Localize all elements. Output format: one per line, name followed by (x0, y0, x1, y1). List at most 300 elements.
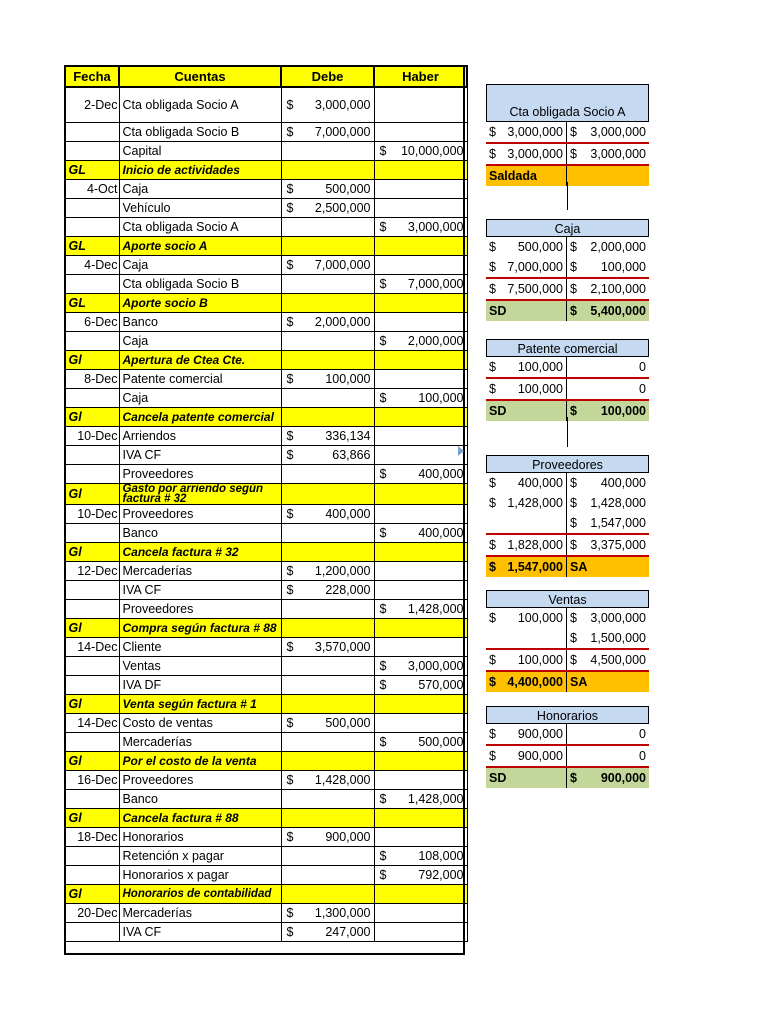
credit-amount: 0 (639, 727, 646, 741)
credit-amount: 2,100,000 (590, 282, 646, 296)
currency-symbol: $ (570, 125, 577, 139)
row-date (65, 790, 119, 809)
row-date (65, 524, 119, 543)
gl-description: Aporte socio B (119, 294, 281, 313)
debit-cell-value: 3,000,000 (314, 98, 371, 112)
row-date (65, 657, 119, 676)
journal-gl-row (65, 484, 467, 505)
credit-cell-value: 1,428,000 (407, 792, 464, 806)
t-right-cell (567, 557, 649, 577)
row-date: 10-Dec (65, 505, 119, 524)
debit-cell (281, 771, 374, 790)
row-date (65, 389, 119, 408)
row-account: Banco (119, 313, 281, 332)
journal-row (65, 87, 467, 123)
journal-row (65, 562, 467, 581)
currency-symbol: $ (379, 467, 387, 481)
debit-cell (281, 180, 374, 199)
credit-amount: 1,547,000 (590, 516, 646, 530)
currency-symbol: $ (570, 611, 577, 625)
currency-symbol: $ (286, 507, 294, 521)
row-account: IVA CF (119, 581, 281, 600)
row-account: Honorarios x pagar (119, 866, 281, 885)
gl-tag: Gl (65, 484, 119, 505)
journal-row (65, 370, 467, 389)
row-account: Caja (119, 389, 281, 408)
credit-cell (374, 581, 467, 600)
t-account-row (486, 379, 649, 401)
t-account-title: Proveedores (486, 455, 649, 473)
debit-cell (281, 790, 374, 809)
row-date (65, 332, 119, 351)
debit-amount: 1,428,000 (507, 496, 563, 510)
credit-cell (374, 562, 467, 581)
row-account: Proveedores (119, 771, 281, 790)
t-account-row (486, 473, 649, 493)
debit-cell (281, 923, 374, 942)
debit-cell-value: 900,000 (325, 830, 371, 844)
t-left-cell (486, 672, 567, 692)
debit-cell (281, 313, 374, 332)
credit-cell-value: 108,000 (418, 849, 464, 863)
currency-symbol: $ (570, 304, 577, 318)
balance-label: SD (489, 404, 507, 418)
journal-row (65, 256, 467, 275)
row-date: 4-Oct (65, 180, 119, 199)
credit-cell (374, 714, 467, 733)
currency-symbol: $ (570, 476, 577, 490)
credit-cell-value: 100,000 (418, 391, 464, 405)
currency-symbol: $ (570, 260, 577, 274)
row-date (65, 581, 119, 600)
debit-cell (281, 370, 374, 389)
credit-cell (374, 123, 467, 142)
t-account-row (486, 672, 649, 692)
credit-cell (374, 180, 467, 199)
credit-cell-value: 792,000 (418, 868, 464, 882)
debit-cell-value: 500,000 (325, 716, 371, 730)
t-left-cell (486, 237, 567, 257)
row-date: 8-Dec (65, 370, 119, 389)
debit-amount: 400,000 (517, 476, 563, 490)
header-haber: Haber (374, 66, 467, 87)
t-right-cell (567, 473, 649, 493)
currency-symbol: $ (489, 538, 496, 552)
currency-symbol: $ (286, 372, 294, 386)
credit-cell (374, 427, 467, 446)
credit-cell (374, 828, 467, 847)
row-account: Cliente (119, 638, 281, 657)
t-right-cell (567, 379, 649, 399)
debit-cell-value: 1,200,000 (314, 564, 371, 578)
currency-symbol: $ (570, 404, 577, 418)
debit-amount: 1,547,000 (507, 560, 563, 574)
credit-cell (374, 370, 467, 389)
credit-cell (374, 600, 467, 619)
t-left-cell (486, 513, 567, 533)
credit-cell (374, 87, 467, 123)
journal-row (65, 828, 467, 847)
currency-symbol: $ (570, 240, 577, 254)
currency-symbol: $ (379, 602, 387, 616)
currency-symbol: $ (570, 147, 577, 161)
currency-symbol: $ (286, 906, 294, 920)
currency-symbol: $ (379, 659, 387, 673)
credit-amount: 0 (639, 360, 646, 374)
credit-cell (374, 866, 467, 885)
debit-cell (281, 828, 374, 847)
t-right-cell (567, 513, 649, 533)
debit-cell (281, 676, 374, 695)
t-account-title: Caja (486, 219, 649, 237)
debit-cell (281, 218, 374, 237)
journal-row (65, 180, 467, 199)
t-account-divider (567, 182, 568, 210)
currency-symbol: $ (379, 792, 387, 806)
row-account: Proveedores (119, 465, 281, 484)
journal-body (65, 87, 467, 942)
t-account-title: Honorarios (486, 706, 649, 724)
credit-amount: 100,000 (600, 260, 646, 274)
t-right-cell (567, 257, 649, 277)
journal-gl-row (65, 161, 467, 180)
debit-amount: 100,000 (517, 653, 563, 667)
t-right-cell (567, 672, 649, 692)
credit-cell (374, 790, 467, 809)
row-account: IVA DF (119, 676, 281, 695)
credit-cell (374, 847, 467, 866)
currency-symbol: $ (489, 360, 496, 374)
row-account: Patente comercial (119, 370, 281, 389)
journal-row (65, 847, 467, 866)
t-account-row (486, 557, 649, 577)
debit-amount: 100,000 (517, 611, 563, 625)
row-date (65, 142, 119, 161)
balance-label: SA (570, 675, 588, 689)
currency-symbol: $ (379, 849, 387, 863)
credit-cell (374, 218, 467, 237)
t-account-row (486, 357, 649, 379)
debit-amount: 3,000,000 (507, 125, 563, 139)
credit-cell (374, 676, 467, 695)
journal-row (65, 923, 467, 942)
header-debe: Debe (281, 66, 374, 87)
currency-symbol: $ (286, 564, 294, 578)
row-date (65, 446, 119, 465)
debit-cell (281, 562, 374, 581)
t-left-cell (486, 379, 567, 399)
currency-symbol: $ (489, 260, 496, 274)
currency-symbol: $ (286, 182, 294, 196)
t-right-cell (567, 401, 649, 421)
t-left-cell (486, 628, 567, 648)
debit-cell (281, 465, 374, 484)
currency-symbol: $ (286, 583, 294, 597)
journal-gl-row (65, 351, 467, 370)
row-date: 14-Dec (65, 714, 119, 733)
currency-symbol: $ (489, 125, 496, 139)
currency-symbol: $ (286, 429, 294, 443)
currency-symbol: $ (286, 830, 294, 844)
t-right-cell (567, 166, 649, 186)
debit-amount: 100,000 (517, 360, 563, 374)
row-account: Costo de ventas (119, 714, 281, 733)
t-left-cell (486, 401, 567, 421)
currency-symbol: $ (489, 560, 496, 574)
t-right-cell (567, 237, 649, 257)
t-account-row (486, 122, 649, 144)
gl-tag: Gl (65, 408, 119, 427)
row-account: Arriendos (119, 427, 281, 446)
credit-amount: 3,000,000 (590, 147, 646, 161)
t-right-cell (567, 122, 649, 142)
journal-row (65, 790, 467, 809)
credit-cell (374, 199, 467, 218)
credit-amount: 0 (639, 749, 646, 763)
debit-amount: 4,400,000 (507, 675, 563, 689)
debit-amount: 500,000 (517, 240, 563, 254)
currency-symbol: $ (379, 735, 387, 749)
credit-cell (374, 142, 467, 161)
debit-amount: 100,000 (517, 382, 563, 396)
row-date (65, 199, 119, 218)
currency-symbol: $ (286, 448, 294, 462)
currency-symbol: $ (286, 716, 294, 730)
row-date (65, 465, 119, 484)
currency-symbol: $ (286, 125, 294, 139)
row-date: 10-Dec (65, 427, 119, 446)
credit-cell (374, 313, 467, 332)
gl-description: Por el costo de la venta (119, 752, 281, 771)
t-account (486, 219, 649, 321)
credit-amount: 3,375,000 (590, 538, 646, 552)
debit-cell (281, 524, 374, 543)
t-left-cell (486, 279, 567, 299)
row-date (65, 676, 119, 695)
credit-amount: 400,000 (600, 476, 646, 490)
t-left-cell (486, 724, 567, 744)
row-date: 16-Dec (65, 771, 119, 790)
credit-cell (374, 524, 467, 543)
currency-symbol: $ (286, 315, 294, 329)
debit-cell (281, 505, 374, 524)
journal-row (65, 199, 467, 218)
debit-cell (281, 87, 374, 123)
debit-cell (281, 733, 374, 752)
t-right-cell (567, 628, 649, 648)
debit-cell-value: 336,134 (325, 429, 371, 443)
currency-symbol: $ (570, 516, 577, 530)
credit-cell-value: 10,000,000 (400, 144, 464, 158)
debit-amount: 3,000,000 (507, 147, 563, 161)
journal-row (65, 657, 467, 676)
journal-row (65, 142, 467, 161)
currency-symbol: $ (379, 220, 387, 234)
journal-gl-row (65, 294, 467, 313)
gl-description: Aporte socio A (119, 237, 281, 256)
row-account: IVA CF (119, 923, 281, 942)
row-date: 6-Dec (65, 313, 119, 332)
balance-label: SA (570, 560, 588, 574)
t-account-row (486, 650, 649, 672)
t-account-row (486, 279, 649, 301)
t-account-row (486, 493, 649, 513)
debit-cell-value: 1,300,000 (314, 906, 371, 920)
credit-cell (374, 733, 467, 752)
journal-row (65, 275, 467, 294)
gl-tag: GL (65, 161, 119, 180)
currency-symbol: $ (489, 147, 496, 161)
journal-gl-row (65, 408, 467, 427)
credit-amount: 5,400,000 (590, 304, 646, 318)
currency-symbol: $ (570, 496, 577, 510)
t-left-cell (486, 257, 567, 277)
credit-amount: 2,000,000 (590, 240, 646, 254)
credit-cell-value: 1,428,000 (407, 602, 464, 616)
row-date: 18-Dec (65, 828, 119, 847)
debit-amount: 900,000 (517, 727, 563, 741)
debit-cell (281, 904, 374, 923)
t-left-cell (486, 122, 567, 142)
t-right-cell (567, 279, 649, 299)
debit-cell-value: 100,000 (325, 372, 371, 386)
row-account: Caja (119, 256, 281, 275)
row-account: Vehículo (119, 199, 281, 218)
debit-cell-value: 500,000 (325, 182, 371, 196)
balance-label: SD (489, 771, 507, 785)
debit-cell (281, 581, 374, 600)
credit-cell (374, 256, 467, 275)
gl-tag: Gl (65, 543, 119, 562)
t-left-cell (486, 608, 567, 628)
journal-gl-row (65, 543, 467, 562)
currency-symbol: $ (570, 538, 577, 552)
t-account-row (486, 768, 649, 788)
debit-cell-value: 7,000,000 (314, 258, 371, 272)
credit-cell (374, 275, 467, 294)
currency-symbol: $ (489, 749, 496, 763)
row-account: Cta obligada Socio A (119, 87, 281, 123)
credit-cell (374, 904, 467, 923)
row-date (65, 923, 119, 942)
debit-amount: 900,000 (517, 749, 563, 763)
debit-cell-value: 400,000 (325, 507, 371, 521)
row-date: 14-Dec (65, 638, 119, 657)
gl-description: Inicio de actividades (119, 161, 281, 180)
journal-row (65, 581, 467, 600)
journal-row (65, 446, 467, 465)
currency-symbol: $ (570, 771, 577, 785)
t-left-cell (486, 768, 567, 788)
journal-gl-row (65, 752, 467, 771)
currency-symbol: $ (379, 277, 387, 291)
journal-gl-row (65, 809, 467, 828)
debit-cell (281, 866, 374, 885)
gl-description: Compra según factura # 88 (119, 619, 281, 638)
t-account (486, 339, 649, 421)
row-date: 4-Dec (65, 256, 119, 275)
credit-cell-value: 3,000,000 (407, 220, 464, 234)
currency-symbol: $ (489, 653, 496, 667)
currency-symbol: $ (570, 282, 577, 296)
gl-tag: Gl (65, 351, 119, 370)
t-right-cell (567, 724, 649, 744)
credit-cell-value: 7,000,000 (407, 277, 464, 291)
debit-amount: 7,000,000 (507, 260, 563, 274)
debit-amount: 1,828,000 (507, 538, 563, 552)
debit-cell (281, 714, 374, 733)
row-account: Banco (119, 790, 281, 809)
row-account: IVA CF (119, 446, 281, 465)
journal-row (65, 427, 467, 446)
journal-row (65, 505, 467, 524)
currency-symbol: $ (286, 201, 294, 215)
row-account: Cta obligada Socio B (119, 275, 281, 294)
journal-table (64, 65, 468, 942)
currency-symbol: $ (570, 631, 577, 645)
t-right-cell (567, 650, 649, 670)
credit-amount: 1,428,000 (590, 496, 646, 510)
journal-gl-row (65, 237, 467, 256)
gl-description: Gasto por arriendo según factura # 32 (119, 484, 281, 505)
row-account: Retención x pagar (119, 847, 281, 866)
gl-tag: Gl (65, 695, 119, 714)
credit-amount: 100,000 (600, 404, 646, 418)
gl-description: Honorarios de contabilidad (119, 885, 281, 904)
t-account-row (486, 535, 649, 557)
credit-cell-value: 570,000 (418, 678, 464, 692)
currency-symbol: $ (570, 653, 577, 667)
credit-cell-value: 400,000 (418, 467, 464, 481)
gl-tag: Gl (65, 885, 119, 904)
row-date (65, 847, 119, 866)
debit-cell (281, 275, 374, 294)
credit-cell-value: 400,000 (418, 526, 464, 540)
row-account: Ventas (119, 657, 281, 676)
t-left-cell (486, 301, 567, 321)
t-account-title: Cta obligada Socio A (486, 84, 649, 122)
header-cuentas: Cuentas (119, 66, 281, 87)
debit-cell (281, 657, 374, 676)
currency-symbol: $ (379, 391, 387, 405)
credit-cell (374, 465, 467, 484)
t-account-row (486, 513, 649, 535)
gl-tag: Gl (65, 752, 119, 771)
journal-row (65, 389, 467, 408)
t-right-cell (567, 768, 649, 788)
debit-cell (281, 123, 374, 142)
debit-cell-value: 2,000,000 (314, 315, 371, 329)
currency-symbol: $ (286, 773, 294, 787)
debit-cell (281, 332, 374, 351)
debit-cell-value: 2,500,000 (314, 201, 371, 215)
journal-row (65, 332, 467, 351)
gl-tag: GL (65, 294, 119, 313)
credit-cell-value: 3,000,000 (407, 659, 464, 673)
t-left-cell (486, 535, 567, 555)
row-account: Capital (119, 142, 281, 161)
debit-cell (281, 256, 374, 275)
row-account: Mercaderías (119, 562, 281, 581)
currency-symbol: $ (286, 258, 294, 272)
row-date (65, 866, 119, 885)
t-left-cell (486, 650, 567, 670)
gl-description: Cancela factura # 88 (119, 809, 281, 828)
t-account-title: Patente comercial (486, 339, 649, 357)
currency-symbol: $ (379, 526, 387, 540)
journal-row (65, 313, 467, 332)
t-right-cell (567, 493, 649, 513)
